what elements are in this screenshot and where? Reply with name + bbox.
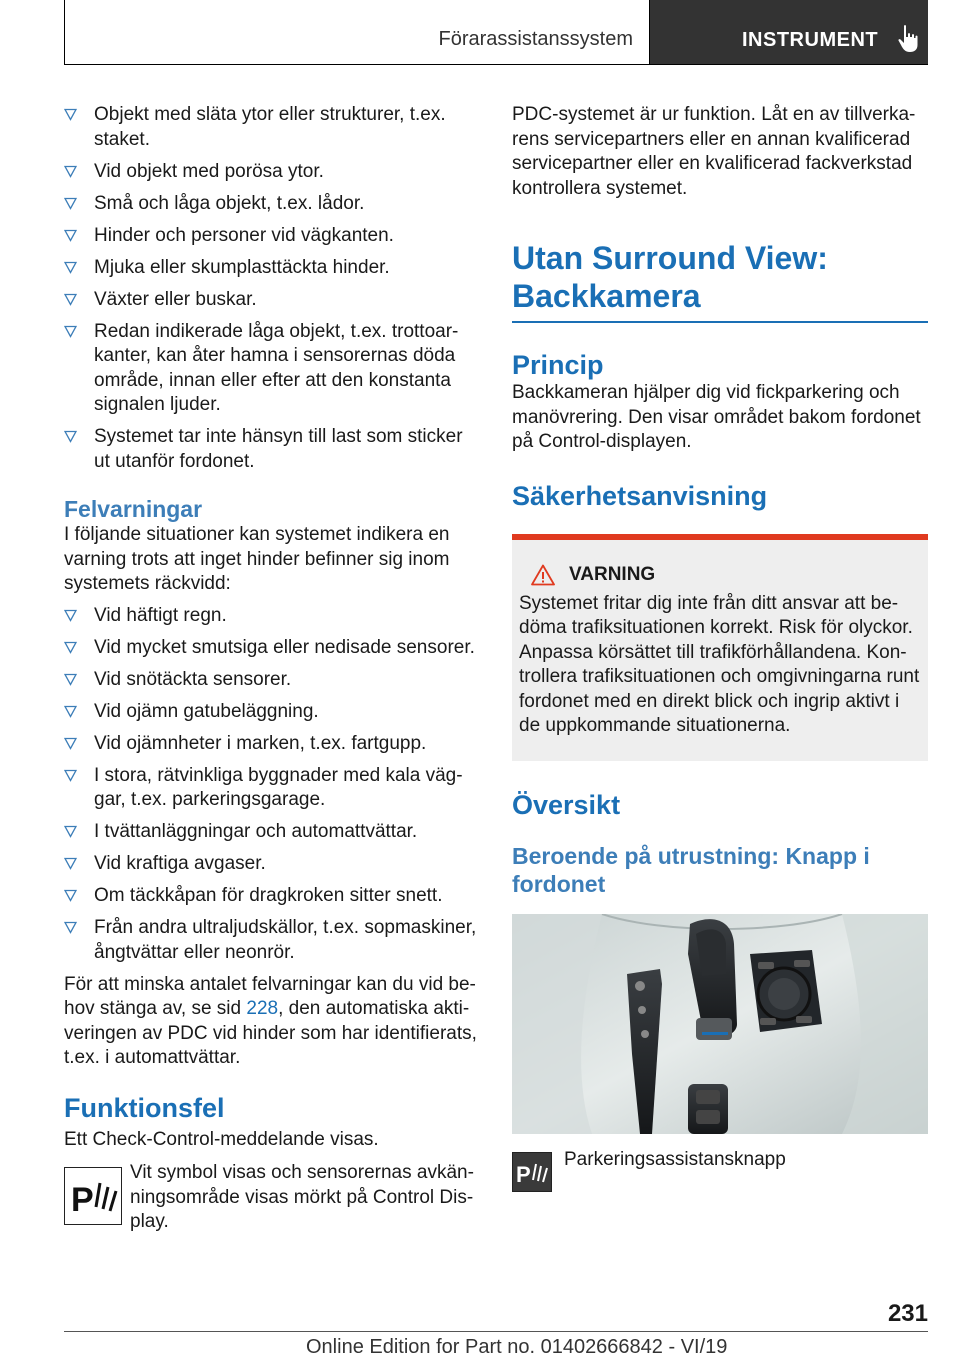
bullet-triangle-icon	[64, 825, 77, 838]
list-item-text: Små och låga objekt, t.ex. lådor.	[94, 192, 365, 214]
bullet-triangle-icon	[64, 165, 77, 178]
park-assist-row	[512, 1148, 928, 1192]
bullet-triangle-icon	[64, 889, 77, 902]
list-item-text: Om täckkåpan för dragkroken sitter snett.	[94, 885, 443, 906]
bullet-triangle-icon	[64, 430, 77, 443]
bullet-triangle-icon	[64, 229, 77, 242]
princip-heading: Princip	[512, 350, 604, 380]
bullet-triangle-icon	[64, 293, 77, 306]
header-rule	[64, 64, 928, 65]
list-item-text: Vid objekt med porösa ytor.	[94, 160, 324, 182]
warning-text: Systemet fritar dig inte från ditt ansvar att be-döma trafiksituationen korrekt. Risk för olyckor. Anpassa körsättet till trafikförhållandena. Kon-trollera trafiksituationen och omgivningarna runt fordonet med en direkt blick och ingrip aktivt i de uppkommande situationerna.	[519, 592, 920, 736]
warning-box	[512, 534, 928, 761]
list-item-text: I tvättanläggningar och automattvättar.	[94, 821, 418, 842]
bullet-triangle-icon	[64, 325, 77, 338]
list-item	[64, 852, 478, 877]
list-item	[64, 820, 478, 845]
bullet-triangle-icon	[64, 609, 77, 622]
false-warnings-list	[64, 604, 478, 966]
list-item-text: Objekt med släta ytor eller strukturer, t.ex. staket.	[94, 104, 446, 150]
list-item	[64, 732, 478, 757]
bullet-triangle-icon	[64, 641, 77, 654]
oversikt-heading: Översikt	[512, 789, 621, 820]
svg-text:P: P	[516, 1161, 531, 1187]
list-item-text: I stora, rätvinkliga byggnader med kala väg-gar, t.ex. parkeringsgarage.	[94, 764, 463, 810]
park-assist-button-icon	[512, 1152, 552, 1192]
princip-text: Backkameran hjälper dig vid fickparkering och manövrering. Den visar området bakom fordonet på Control-displayen.	[512, 382, 921, 452]
right-column	[512, 103, 928, 1192]
list-item	[64, 884, 478, 909]
funktionsfel-heading: Funktionsfel	[64, 1092, 225, 1123]
list-item	[64, 604, 478, 629]
left-column	[64, 103, 478, 1235]
reduce-text-before: För att minska antalet felvarningar kan du vid be-hov stänga av, se sid	[64, 973, 476, 1019]
list-item-text: Systemet tar inte hänsyn till last som sticker ut utanför fordonet.	[94, 426, 463, 472]
pdc-failure-text: PDC-systemet är ur funktion. Låt en av tillverka-rens servicepartners eller en annan kvalificerad servicepartner eller en kvalificerad fackverkstad kontrollera systemet.	[512, 104, 916, 199]
bullet-triangle-icon	[64, 197, 77, 210]
list-item-text: Redan indikerade låga objekt, t.ex. trottoar-kanter, kan åter hamna i sensorernas döda område, innan eller efter att den konstanta signalen ljuder.	[94, 320, 459, 415]
main-heading	[512, 239, 928, 315]
list-item	[64, 256, 478, 281]
list-item	[64, 288, 478, 313]
bullet-triangle-icon	[64, 261, 77, 274]
list-item-text: Från andra ultraljudskällor, t.ex. sopmaskiner, ångtvättar eller neonrör.	[94, 917, 477, 963]
list-item-text: Vid mycket smutsiga eller nedisade sensorer.	[94, 636, 475, 658]
bullet-triangle-icon	[64, 769, 77, 782]
main-heading-line1: Utan Surround View:	[512, 240, 828, 276]
bullet-triangle-icon	[64, 857, 77, 870]
page-number: 231	[887, 1300, 928, 1327]
list-item-text: Mjuka eller skumplasttäckta hinder.	[94, 256, 390, 278]
list-item	[64, 668, 478, 693]
reduce-warnings-paragraph	[64, 973, 478, 1071]
park-assist-label: Parkeringsassistansknapp	[564, 1148, 786, 1170]
felvarningar-heading: Felvarningar	[64, 496, 203, 522]
list-item-text: Vid häftigt regn.	[94, 604, 227, 626]
pdc-symbol-row	[64, 1161, 478, 1235]
header-chapter-tab	[650, 0, 928, 65]
list-item	[64, 103, 478, 152]
bullet-triangle-icon	[64, 705, 77, 718]
list-item	[64, 160, 478, 185]
page-link-228[interactable]: 228	[246, 998, 279, 1019]
warning-title-row	[531, 564, 920, 586]
main-heading-line2: Backkamera	[512, 278, 701, 314]
list-item-text: Växter eller buskar.	[94, 288, 257, 310]
bullet-triangle-icon	[64, 737, 77, 750]
list-item	[64, 636, 478, 661]
list-item-text: Vid kraftiga avgaser.	[94, 853, 266, 874]
list-item	[64, 224, 478, 249]
hand-pointer-icon	[896, 24, 920, 54]
warning-triangle-icon	[531, 564, 555, 586]
header-section-tab	[64, 0, 650, 65]
reduce-text-after: , den automatiska akti-veringen av PDC vid hinder som har identifierats, t.ex. i automattvättar.	[64, 998, 477, 1068]
footer-rule	[64, 1331, 928, 1332]
bullet-triangle-icon	[64, 921, 77, 934]
list-item	[64, 320, 478, 418]
bullet-triangle-icon	[64, 673, 77, 686]
bullet-triangle-icon	[64, 108, 77, 121]
limitations-list	[64, 103, 478, 474]
center-console-photo	[512, 914, 928, 1134]
list-item-text: Vid snötäckta sensorer.	[94, 668, 292, 690]
chapter-title: INSTRUMENT	[742, 29, 879, 51]
section-title: Förarassistanssystem	[438, 28, 633, 50]
beroende-heading: Beroende på utrustning: Knapp i fordonet	[512, 842, 870, 897]
svg-text:P: P	[71, 1181, 94, 1219]
list-item-text: Vid ojämnheter i marken, t.ex. fartgupp.	[94, 732, 427, 754]
footer-edition: Online Edition for Part no. 01402666842 - VI/19	[306, 1336, 728, 1358]
park-distance-control-icon	[64, 1167, 122, 1225]
list-item-text: Vid ojämn gatubeläggning.	[94, 700, 319, 722]
list-item	[64, 700, 478, 725]
sakerhet-heading: Säkerhetsanvisning	[512, 480, 768, 511]
felvarningar-intro: I följande situationer kan systemet indikera en varning trots att inget hinder befinner sig inom systemets räckvidd:	[64, 524, 450, 594]
warning-title: VARNING	[569, 563, 656, 585]
list-item	[64, 764, 478, 813]
list-item	[64, 425, 478, 474]
pdc-symbol-text: Vit symbol visas och sensorernas avkän-ningsområde visas mörkt på Control Dis-play.	[130, 1162, 474, 1232]
heading-rule	[512, 321, 928, 323]
funktionsfel-text: Ett Check-Control-meddelande visas.	[64, 1128, 379, 1150]
list-item-text: Hinder och personer vid vägkanten.	[94, 224, 394, 246]
list-item	[64, 192, 478, 217]
list-item	[64, 916, 478, 965]
